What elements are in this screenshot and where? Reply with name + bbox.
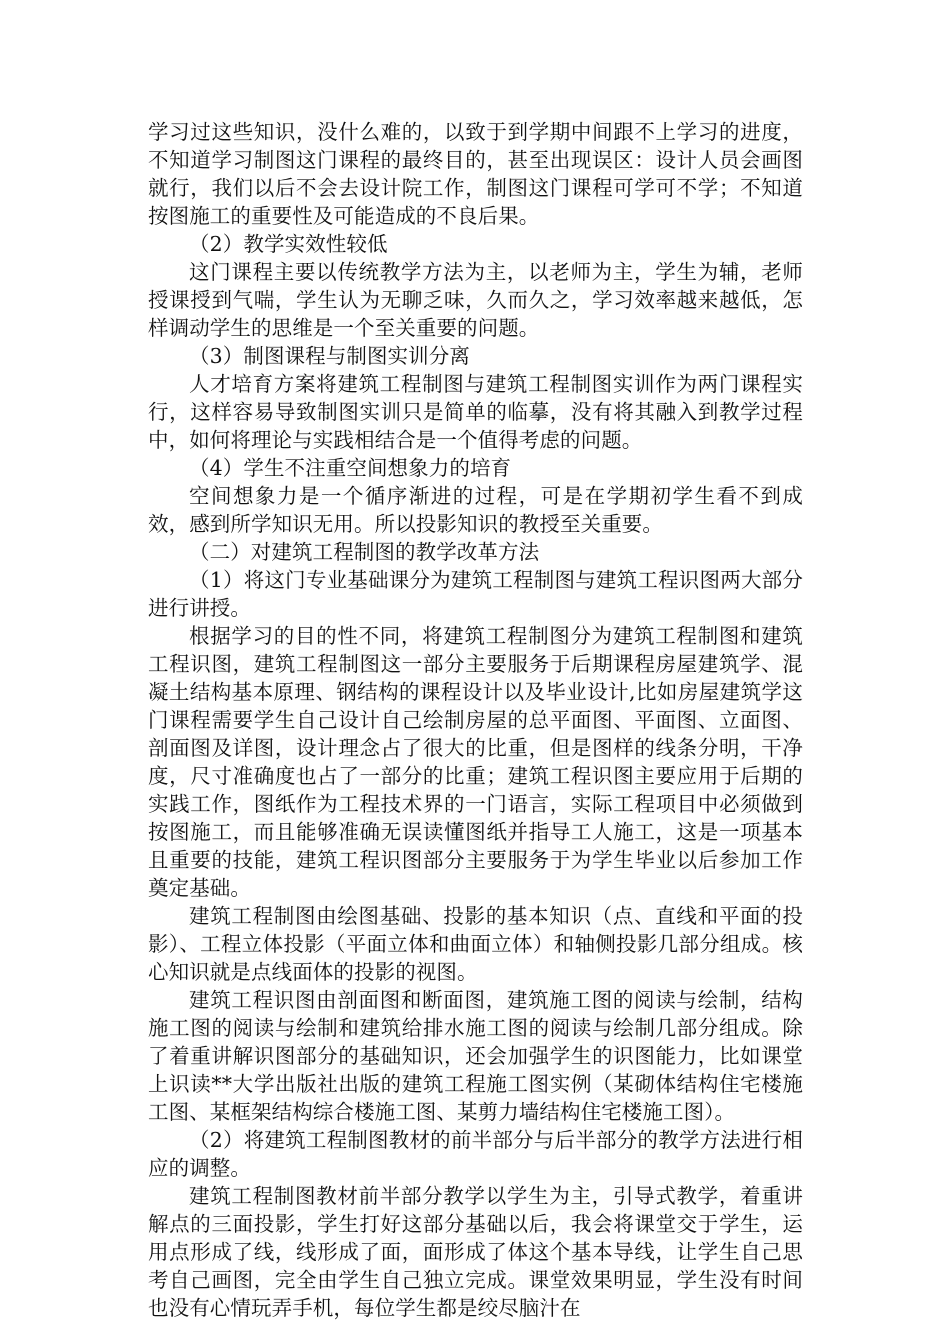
paragraph-reform-item-1: （1）将这门专业基础课分为建筑工程制图与建筑工程识图两大部分进行讲授。 (148, 568, 803, 620)
paragraph-spatial-imagination: 空间想象力是一个循序渐进的过程，可是在学期初学生看不到成效，感到所学知识无用。所以投影知识的教授至关重要。 (148, 484, 803, 536)
paragraph-course-training-separation: 人才培育方案将建筑工程制图与建筑工程制图实训作为两门课程实行，这样容易导致制图实训只是简单的临摹，没有将其融入到教学过程中，如何将理论与实践相结合是一个值得考虑的问题。 (148, 372, 803, 452)
paragraph-continuation: 学习过这些知识，没什么难的，以致于到学期中间跟不上学习的进度，不知道学习制图这门课程的最终目的，甚至出现误区：设计人员会画图就行，我们以后不会去设计院工作，制图这门课程可学可不学；不知道按图施工的重要性及可能造成的不良后果。 (148, 120, 803, 228)
paragraph-drawing-composition: 建筑工程制图由绘图基础、投影的基本知识（点、直线和平面的投影）、工程立体投影（平面立体和曲面立体）和轴侧投影几部分组成。核心知识就是点线面体的投影的视图。 (148, 904, 803, 984)
paragraph-drawing-and-reading: 根据学习的目的性不同，将建筑工程制图分为建筑工程制图和建筑工程识图，建筑工程制图这一部分主要服务于后期课程房屋建筑学、混凝土结构基本原理、钢结构的课程设计以及毕业设计,比如房屋建筑学这门课程需要学生自己设计自己绘制房屋的总平面图、平面图、立面图、剖面图及详图，设计理念占了很大的比重，但是图样的线条分明，干净度，尺寸准确度也占了一部分的比重；建筑工程识图主要应用于后期的实践工作，图纸作为工程技术界的一门语言，实际工程项目中必须做到按图施工，而且能够准确无误读懂图纸并指导工人施工，这是一项基本且重要的技能，建筑工程识图部分主要服务于为学生毕业以后参加工作奠定基础。 (148, 624, 803, 900)
section-heading-reform-methods: （二）对建筑工程制图的教学改革方法 (189, 540, 540, 564)
paragraph-reform-item-2: （2）将建筑工程制图教材的前半部分与后半部分的教学方法进行相应的调整。 (148, 1128, 803, 1180)
document-body (148, 118, 803, 1322)
subheading-spatial-imagination: （4）学生不注重空间想象力的培育 (189, 456, 512, 480)
paragraph-teaching-effectiveness: 这门课程主要以传统教学方法为主，以老师为主，学生为辅，老师授课授到气喘，学生认为无聊乏味，久而久之，学习效率越来越低，怎样调动学生的思维是一个至关重要的问题。 (148, 260, 803, 340)
subheading-teaching-effectiveness: （2）教学实效性较低 (189, 232, 388, 256)
subheading-course-training-separation: （3）制图课程与制图实训分离 (189, 344, 470, 368)
paragraph-first-half-teaching: 建筑工程制图教材前半部分教学以学生为主，引导式教学，着重讲解点的三面投影，学生打好这部分基础以后，我会将课堂交于学生，运用点形成了线，线形成了面，面形成了体这个基本导线，让学生自己思考自己画图，完全由学生自己独立完成。课堂效果明显，学生没有时间也没有心情玩弄手机，每位学生都是绞尽脑汁在 (148, 1184, 803, 1320)
paragraph-reading-composition: 建筑工程识图由剖面图和断面图，建筑施工图的阅读与绘制，结构施工图的阅读与绘制和建筑给排水施工图的阅读与绘制几部分组成。除了着重讲解识图部分的基础知识，还会加强学生的识图能力，比如课堂上识读**大学出版社出版的建筑工程施工图实例（某砌体结构住宅楼施工图、某框架结构综合楼施工图、某剪力墙结构住宅楼施工图）。 (148, 988, 803, 1124)
